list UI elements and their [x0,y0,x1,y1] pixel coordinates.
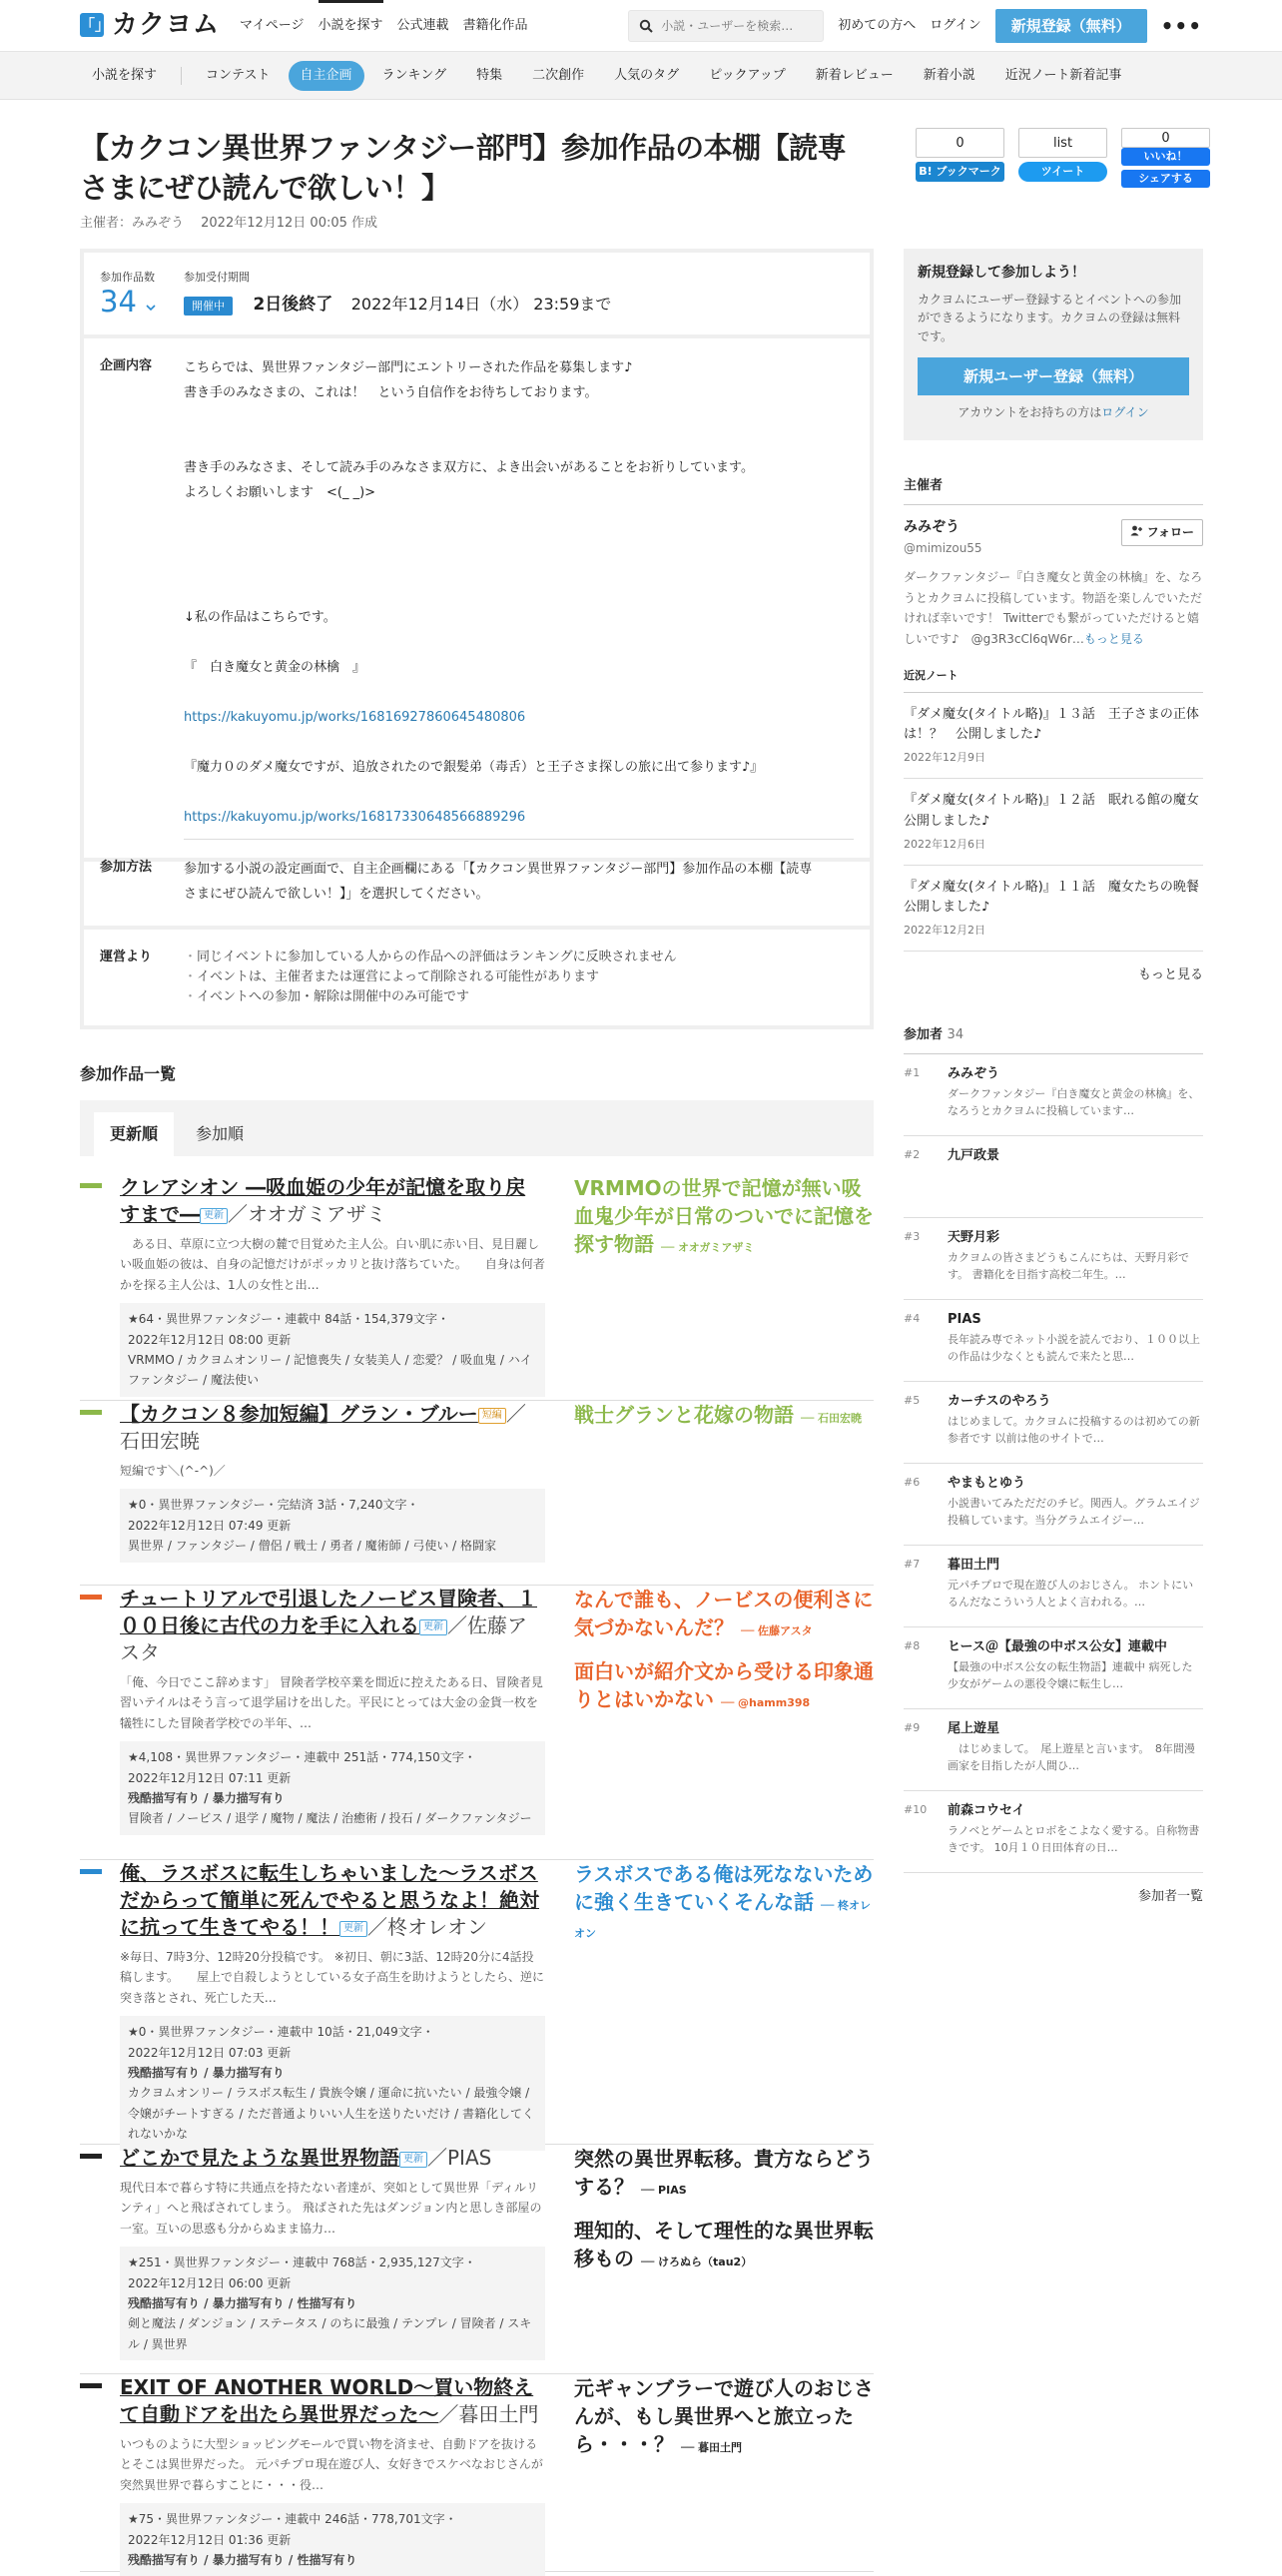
work-stats [120,2503,545,2576]
facebook-count: 0 [1121,128,1210,148]
member-name: 尾上遊星 [948,1721,1000,1737]
work-stats [120,1303,545,1397]
catchphrase-text: 突然の異世界転移。貴方ならどうする？ [574,2147,874,2199]
share-buttons [916,128,1210,188]
cta-login-link[interactable]: ログイン [1101,405,1149,420]
period-value [184,292,611,318]
content-line: こちらでは、異世界ファンタジー部門にエントリーされた作品を募集します♪ [184,360,633,376]
method-key: 参加方法 [100,860,153,876]
period-label: 参加受付期間 [184,271,250,284]
work-catchphrases [574,1401,874,1445]
catchphrase[interactable] [574,1657,874,1713]
work-item [80,1860,874,2145]
member-rank: #9 [904,1721,921,1735]
content-line [184,431,854,456]
work-stats [120,2016,545,2150]
updated-badge: 更新 [399,2152,427,2168]
follow-button[interactable] [1121,519,1203,546]
nav-official[interactable]: 公式連載 [396,17,449,33]
member-info [948,1801,1203,1862]
work-title-line [120,2374,545,2428]
work-intro: ある日、草原に立つ大樹の麓で目覚めた主人公。白い肌に赤い目、見目麗しい吸血姫の彼は、自身の記憶だけがポッカリと抜け落ちていた。 自身は何者かを探る主人公は、1人の女性と出… [120,1237,545,1292]
register-button[interactable]: 新規登録（無料） [995,9,1147,43]
member-rank: #8 [904,1639,921,1653]
subnav-search[interactable]: 小説を探す [92,67,158,83]
member-desc: ラノベとゲームとロボをこよなく愛する。自称物書きです。 10月１０日田体育の日… [948,1823,1200,1855]
work-stat-line: ★0・異世界ファンタジー・完結済 3話・7,240文字・ [128,1498,419,1513]
work-title[interactable]: 【カクコン８参加短編】グラン・ブルー [120,1402,478,1426]
genre-color-bar [80,1183,102,1188]
member-info [948,1474,1203,1535]
content-line [184,731,854,756]
event-summary [84,253,870,338]
work-title[interactable]: チュートリアルで引退したノービス冒険者、１００日後に古代の力を手に入れる [120,1587,537,1637]
remaining-days: 2日後終了 [253,295,333,316]
cta-login-line [918,403,1189,422]
member-rank: #7 [904,1558,921,1572]
note-date: 2022年12月6日 [904,837,985,851]
host-card [904,505,1203,649]
event-content-text [184,356,854,840]
member-item[interactable] [904,1709,1203,1791]
work-updated: 2022年12月12日 07:03 更新 [128,2045,292,2060]
content-line: 書き手のみなさまの、これは！ という自信作をお待ちしております。 [184,385,598,401]
genre-color-bar [80,2383,102,2388]
content-line [184,406,854,431]
member-info [948,1392,1203,1453]
host-name[interactable]: みみぞう [904,519,960,536]
members-heading [904,1025,1203,1054]
subnav-new-notes[interactable]: 近況ノート新着記事 [1004,67,1122,83]
work-author[interactable]: ／石田宏暁 [120,1402,526,1453]
member-name: 暮田土門 [948,1558,1000,1574]
note-item[interactable] [904,779,1212,865]
content-line [184,556,854,581]
subnav-fanfiction[interactable]: 二次創作 [532,67,585,83]
work-info [120,1174,545,1397]
catchphrase-author: ── オオガミアザミ [660,1241,755,1254]
content-line [184,781,854,806]
member-info [948,1556,1203,1616]
work-info [120,1401,545,1563]
sidebar [904,249,1212,1908]
work-author[interactable]: ／柊オレオン [367,1915,487,1939]
note-item[interactable] [904,866,1212,952]
work-intro: 「俺、今日でここ辞めます」 冒険者学校卒業を間近に控えたある日、冒険者見習いテイルはそう言って退学届けを出した。平民にとっては大金の金貨一枚を犠牲にした冒険者学校での半年、… [120,1675,543,1730]
work-item [80,1586,874,1860]
work-catchphrases [574,1174,874,1274]
work-link-1[interactable]: https://kakuyomu.jp/works/16816927860645480806 [184,710,526,726]
catchphrase[interactable] [574,1586,874,1641]
admin-note: ・ 同じイベントに参加している人からの作品への評価はランキングに反映されません [184,948,677,967]
hatena-button[interactable]: B! ブックマーク [916,162,1004,182]
member-item[interactable] [904,1546,1203,1627]
short-badge: 短編 [478,1408,506,1424]
catchphrase-author: ── けろぬら（tau2） [640,2255,753,2268]
admin-note: ・ イベントへの参加・解除は開催中のみ可能です [184,987,677,1007]
genre-color-bar [80,1595,102,1600]
tweet-count: list [1018,128,1107,158]
work-intro: 現代日本で暮らす特に共通点を持たない者達が、突如として異世界「ディルリンティ」へと飛ばされてしまう。 飛ばされた先はダンジョン内と思しき部屋の一室。互いの思惑も分からぬまま協力… [120,2181,542,2236]
catchphrase-author: ── @hamm398 [720,1696,811,1709]
content-line [184,581,854,606]
catchphrase-text: 元ギャンブラーで遊び人のおじさんが、もし異世界へと旅立ったら・・・？ [574,2376,874,2456]
host-description [904,567,1203,649]
facebook-share-button[interactable]: シェアする [1121,170,1210,188]
tab-updated[interactable]: 更新順 [94,1112,174,1156]
note-title: 『ダメ魔女(タイトル略)』１１話 魔女たちの晩餐 公開しました♪ [904,879,1212,915]
content-line [184,631,854,656]
catchphrase[interactable] [574,1174,874,1258]
work-count-value[interactable] [100,286,184,319]
work-intro: いつものように大型ショッピングモールで買い物を済ませ、自動ドアを抜けるとそこは異世界だった。 元パチプロ現在遊び人、女好きでスケベなおじさんが突然異世界で暮らすことに・・・役… [120,2437,543,2492]
note-date: 2022年12月9日 [904,751,985,765]
member-info [948,1719,1203,1780]
nav-books[interactable]: 書籍化作品 [462,17,528,33]
subnav-ranking[interactable]: ランキング [381,67,447,83]
method-row [84,858,870,929]
method-text: 参加する小説の設定画面で、自主企画欄にある「【カクコン異世界ファンタジー部門】参加作品の本棚【読専さまにぜひ読んで欲しい！】」を選択してください。 [184,862,813,903]
organizer-meta: 主催者：みみぞう 2022年12月12日 00:05 作成 [80,216,378,232]
member-item[interactable] [904,1136,1203,1218]
content-line: ↓私の作品はこちらです。 [184,610,336,626]
members-section [904,1025,1203,1907]
work-author[interactable]: ／オオガミアザミ [228,1202,386,1226]
host-section [904,476,1203,649]
members-count: 34 [947,1027,964,1043]
work-info [120,1860,545,2151]
member-rank: #10 [904,1803,928,1817]
catchphrase-author: ── 暮田土門 [680,2441,743,2454]
member-name: PIAS [948,1312,981,1328]
content-warnings: 残酷描写有り / 暴力描写有り / 性描写有り [128,2552,357,2567]
work-catchphrases [574,2145,874,2288]
member-rank: #4 [904,1312,921,1326]
work-title-line [120,1174,545,1228]
members-list-link[interactable]: 参加者一覧 [1137,1889,1203,1905]
work-author[interactable]: ／PIAS [427,2146,492,2170]
member-info [948,1228,1203,1289]
work-tags: 剣と魔法 / ダンジョン / ステータス / のちに最強 / テンプレ / 冒険者 / スキル / 異世界 [128,2316,532,2351]
work-stat-line: ★64・異世界ファンタジー・連載中 84話・154,379文字・ [128,1312,450,1327]
notes-section [904,667,1212,985]
sub-nav [0,52,1282,100]
work-title-line [120,1586,545,1666]
member-desc: ダークファンタジー『白き魔女と黄金の林檎』を、なろうとカクヨムに投稿しています… [948,1086,1200,1118]
catchphrase-author: ── 石田宏暁 [800,1412,863,1425]
work-link-2[interactable]: https://kakuyomu.jp/works/16817330648566889296 [184,810,526,826]
work-title-line [120,1401,545,1455]
facebook-share[interactable] [1121,128,1210,188]
tweet-share[interactable] [1018,128,1107,188]
event-info-box [80,249,874,1029]
work-item [80,2374,874,2572]
content-warnings: 残酷描写有り / 暴力描写有り [128,1790,285,1805]
work-info [120,2374,545,2576]
facebook-like-button[interactable]: いいね！ [1121,148,1210,166]
updated-badge: 更新 [200,1208,228,1224]
member-name: 天野月彩 [948,1230,1000,1246]
catchphrase-author: ── 佐藤アスタ [740,1624,813,1637]
header-actions [628,9,1202,43]
note-date: 2022年12月2日 [904,924,985,938]
genre-color-bar [80,2154,102,2159]
member-item[interactable] [904,1791,1203,1873]
follow-label: フォロー [1146,525,1194,540]
content-line: よろしくお願いします <(_ _)> [184,485,376,501]
catchphrase[interactable] [574,2217,874,2272]
member-desc: カクヨムの皆さまどうもこんにちは、天野月彩です。 書籍化を目指す高校二年生。… [948,1250,1189,1282]
global-header [0,0,1282,52]
updated-badge: 更新 [419,1619,447,1635]
search-box [628,10,824,42]
member-info [948,1637,1203,1698]
member-item[interactable] [904,1464,1203,1546]
cta-text: カクヨムにユーザー登録するとイベントへの参加ができるようになります。カクヨムの登録は無料です。 [918,292,1182,343]
member-desc: 元パチプロで現在遊び人のおじさん。 ホントにいるんだなこういう人とよく言われる。… [948,1578,1194,1610]
member-name: 九戸政景 [948,1148,1000,1164]
host-desc-text: ダークファンタジー『白き魔女と黄金の林檎』を、なろうとカクヨムに投稿しています。物語を楽しんでいただければ幸いです！ Twitterでも繋がっていただけると嬉しいです♪ @g3R3cCl6qW6r… [904,570,1203,646]
catchphrase-text: なんで誰も、ノービスの便利さに気づかないんだ？ [574,1588,874,1639]
catchphrase[interactable] [574,2374,874,2458]
member-rank: #5 [904,1394,921,1408]
member-info [948,1064,1203,1125]
note-title: 『ダメ魔女(タイトル略)』１２話 眠れる館の魔女 公開しました♪ [904,793,1212,829]
work-stat-line: ★251・異世界ファンタジー・連載中 768話・2,935,127文字・ [128,2255,476,2270]
signup-button[interactable]: 新規ユーザー登録（無料） [918,357,1189,395]
signup-cta [904,249,1203,440]
catchphrase[interactable] [574,2145,874,2201]
content-line: 書き手のみなさま、そして読み手のみなさま双方に、よき出会いがあることをお祈りしています。 [184,460,754,476]
host-heading: 主催者 [904,476,1203,505]
logo[interactable] [80,5,220,45]
page-title: 【カクコン異世界ファンタジー部門】参加作品の本棚【読専さまにぜひ読んで欲しい！】 [80,131,847,206]
search-icon [639,19,653,33]
work-title-line [120,2145,545,2172]
member-desc: 長年読み専でネット小説を読んでおり、１００以上の作品は少なくとも読んで来たと思… [948,1332,1200,1364]
beginner-link[interactable]: 初めての方へ [838,17,917,33]
hatena-count: 0 [916,128,1004,158]
work-info [120,1586,545,1835]
status-badge: 開催中 [184,297,233,316]
work-item [80,2145,874,2374]
add-user-icon [1130,525,1142,536]
work-updated: 2022年12月12日 01:36 更新 [128,2532,292,2547]
member-rank: #6 [904,1476,921,1490]
work-tags: カクヨムオンリー / ラスボス転生 / 貴族令嬢 / 運命に抗いたい / 最強令嬢 / 令嬢がチートすぎる / ただ普通よりいい人生を送りたいだけ / 書籍化してくれないかな [128,2086,534,2142]
period-block [184,269,611,318]
work-title-line [120,1860,545,1941]
member-desc: はじめまして。 尾上遊星と言います。 8年間漫画家を目指したが人間ひ… [948,1741,1195,1773]
member-item[interactable] [904,1382,1203,1464]
work-catchphrases [574,1586,874,1729]
cta-title: 新規登録して参加しよう！ [918,265,1085,281]
hatena-share[interactable] [916,128,1004,188]
genre-color-bar [80,1869,102,1874]
member-name: みみぞう [948,1066,1000,1082]
subnav-pickup[interactable]: ピックアップ [709,67,786,83]
work-count-block [100,269,184,319]
subnav-feature[interactable]: 特集 [476,67,503,83]
work-title[interactable]: 俺、ラスボスに転生しちゃいました〜ラスボスだからって簡単に死んでやると思うなよ！絶対に抗って生きてやる！！ [120,1861,539,1939]
notes-heading: 近況ノート [904,667,1203,693]
event-content-row [84,338,870,862]
content-line: 『 白き魔女と黄金の林檎 』 [184,660,366,676]
logo-mark: 「」 [80,13,104,37]
work-count-label: 参加作品数 [100,271,155,284]
member-desc: はじめまして。カクヨムに投稿するのは初めての新参者です 以前は他のサイトで… [948,1414,1200,1446]
catchphrase[interactable] [574,1401,874,1429]
work-stat-line: ★4,108・異世界ファンタジー・連載中 251話・774,150文字・ [128,1750,476,1765]
content-line: 『魔力０のダメ魔女ですが、追放されたので銀髪弟（毒舌）と王子さま探しの旅に出て参ります♪』 [184,760,764,776]
work-author[interactable]: ／暮田土門 [438,2402,539,2426]
catchphrase-author: ── PIAS [640,2184,687,2197]
work-stats [120,2247,545,2360]
work-stats [120,1489,545,1562]
subnav-new-novels[interactable]: 新着小説 [923,67,975,83]
work-stats [120,1741,545,1835]
member-rank: #3 [904,1230,921,1244]
content-divider [184,839,854,840]
work-updated: 2022年12月12日 07:11 更新 [128,1770,292,1785]
work-item [80,1174,874,1401]
work-catchphrases [574,2374,874,2474]
member-item[interactable] [904,1054,1203,1136]
member-name: やまもとゆう [948,1476,1026,1492]
member-desc: 小説書いてみただだのチビ。関西人。グラムエイジ投稿しています。当分グラムエイジー… [948,1496,1200,1528]
admin-note: ・ イベントは、主催者または運営によって削除される可能性があります [184,967,677,987]
subnav-contest[interactable]: コンテスト [206,67,271,83]
top-nav [240,0,528,52]
genre-color-bar [80,1410,102,1415]
content-warnings: 残酷描写有り / 暴力描写有り [128,2065,285,2080]
work-stat-line: ★75・異世界ファンタジー・連載中 246話・778,701文字・ [128,2512,457,2527]
note-title: 『ダメ魔女(タイトル略)』１３話 王子さまの正体は！？ 公開しました♪ [904,707,1199,743]
work-intro: ※毎日、7時3分、12時20分投稿です。 ※初日、朝に3話、12時20分に4話投稿します。 屋上で自殺しようとしている女子高生を助けようとしたら、逆に突き落とされ、死亡した天… [120,1950,545,2005]
chevron-down-icon [146,304,156,312]
content-line [184,531,854,556]
admin-key: 運営より [100,949,153,965]
work-updated: 2022年12月12日 07:49 更新 [128,1518,292,1533]
member-info [948,1310,1203,1371]
nav-search-novels[interactable]: 小説を探す [319,0,383,52]
content-line [184,681,854,706]
member-item[interactable] [904,1300,1203,1382]
member-name: カーチスのやろう [948,1394,1051,1410]
notes-more-link[interactable]: もっと見る [1137,967,1203,983]
catchphrase-text: 面白いが紹介文から受ける印象通りとはいかない [574,1659,874,1711]
subnav-user-event[interactable]: 自主企画 [289,61,364,91]
content-warnings: 残酷描写有り / 暴力描写有り / 性描写有り [128,2295,357,2310]
work-intro: 短編です＼(^-^)／ [120,1464,226,1478]
logo-text: カクヨム [112,10,221,41]
member-item[interactable] [904,1218,1203,1300]
tweet-button[interactable]: ツイート [1018,162,1107,182]
work-tags: 異世界 / ファンタジー / 僧侶 / 戦士 / 勇者 / 魔術師 / 弓使い / 格闘家 [128,1539,496,1554]
admin-notes [184,948,677,1007]
deadline: 2022年12月14日（水） 23:59まで [350,295,612,315]
admin-row [84,930,870,1025]
more-menu-icon[interactable]: ••• [1160,13,1202,38]
work-catchphrases [574,1860,874,1960]
member-desc: 【最強の中ボス公女の転生物語】連載中 病死した少女がゲームの悪役令嬢に転生し… [948,1659,1193,1691]
works-tabs [80,1100,874,1156]
member-rank: #2 [904,1148,921,1162]
works-section-title: 参加作品一覧 [80,1064,177,1083]
catchphrase-text: 理知的、そして理性的な異世界転移もの [574,2219,874,2270]
work-tags: 冒険者 / ノービス / 退学 / 魔物 / 魔法 / 治癒術 / 投石 / ダークファンタジー [128,1811,532,1826]
member-info [948,1146,999,1207]
work-info [120,2145,545,2360]
host-id: @mimizou55 [904,540,982,555]
members-heading-label: 参加者 [904,1027,944,1043]
member-item[interactable] [904,1627,1203,1709]
catchphrase-text: VRMMOの世界で記憶が無い吸血鬼少年が日常のついでに記憶を探す物語 [574,1176,874,1256]
members-list [904,1054,1203,1873]
note-item[interactable] [904,693,1203,779]
member-name: 前森コウセイ [948,1803,1025,1819]
catchphrase-author: ── 柊オレオン [574,1899,872,1940]
search-input[interactable] [661,19,811,33]
work-title[interactable]: EXIT OF ANOTHER WORLD～買い物終えて自動ドアを出たら異世界だった～ [120,2375,534,2426]
member-name: ヒース＠【最強の中ボス公女】連載中 [948,1639,1167,1655]
work-count-number: 34 [100,285,137,320]
subnav-popular-tags[interactable]: 人気のタグ [614,67,680,83]
work-item [80,1401,874,1586]
work-tags: VRMMO / カクヨムオンリー / 記憶喪失 / 女装美人 / 恋愛？ / 吸血鬼 / ハイファンタジー / 魔法使い [128,1352,532,1388]
work-author[interactable]: ／佐藤アスタ [120,1613,527,1664]
work-updated: 2022年12月12日 08:00 更新 [128,1332,292,1347]
member-rank: #1 [904,1066,921,1080]
event-content-key: 企画内容 [100,358,153,374]
catchphrase-text: 戦士グランと花嫁の物語 [574,1403,794,1427]
work-title[interactable]: どこかで見たような異世界物語 [120,2146,399,2170]
updated-badge: 更新 [339,1921,367,1937]
work-updated: 2022年12月12日 06:00 更新 [128,2275,292,2290]
work-stat-line: ★0・異世界ファンタジー・連載中 10話・21,049文字・ [128,2025,434,2040]
tab-joined[interactable]: 参加順 [196,1124,245,1143]
subnav-divider [181,67,182,85]
nav-mypage[interactable]: マイページ [240,17,305,33]
work-title[interactable]: クレアシオン ―吸血姫の少年が記憶を取り戻すまで― [120,1175,526,1226]
login-link[interactable]: ログイン [930,17,981,33]
catchphrase-text: ラスボスである俺は死なないために強く生きていくそんな話 [574,1862,874,1914]
host-more-link[interactable]: もっと見る [1083,631,1144,646]
cta-account-text: アカウントをお持ちの方は [958,405,1102,420]
catchphrase[interactable] [574,1860,874,1944]
content-line [184,506,854,531]
page-heading [80,128,874,234]
subnav-new-reviews[interactable]: 新着レビュー [815,67,894,83]
